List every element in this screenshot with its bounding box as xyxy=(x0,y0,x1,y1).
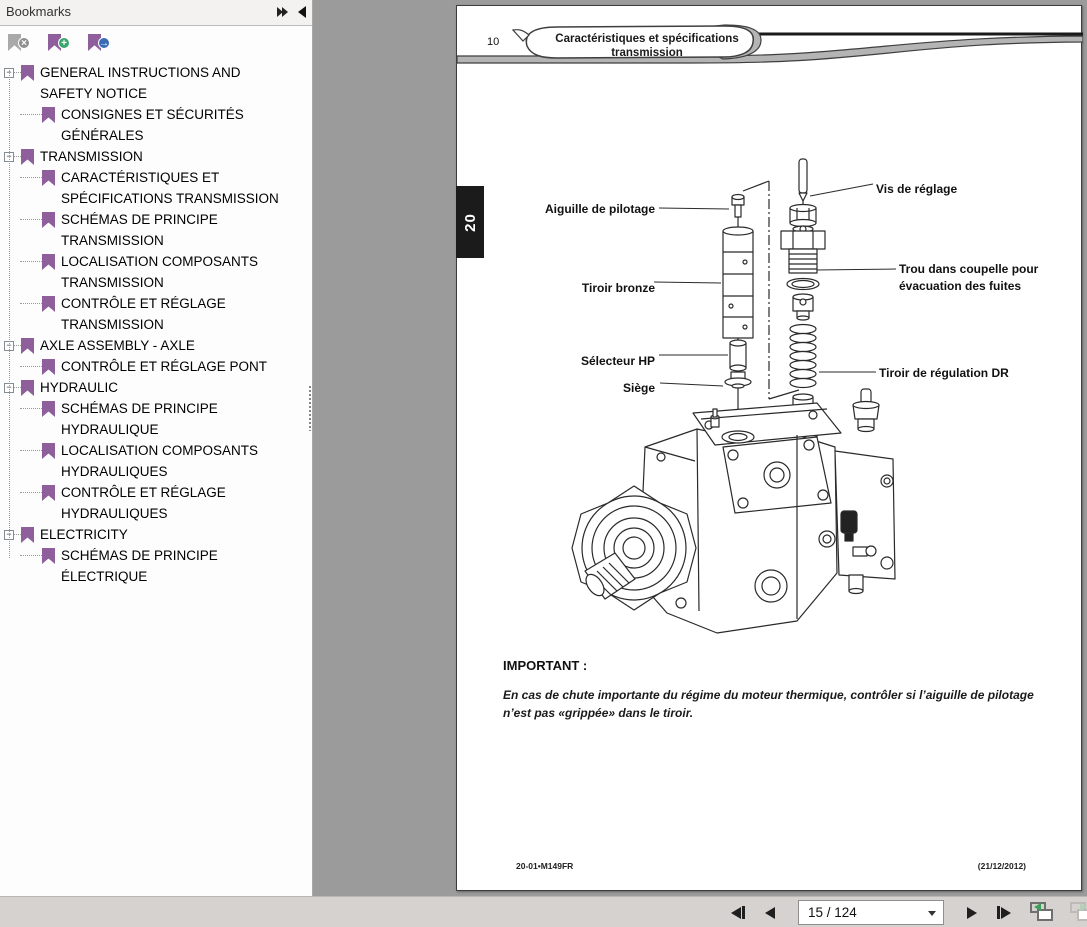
page-footer-date: (21/12/2012) xyxy=(977,861,1026,871)
tree-connector xyxy=(20,356,42,367)
bookmark-icon xyxy=(42,401,55,417)
bookmark-item[interactable] xyxy=(0,356,312,377)
bookmark-label[interactable]: LOCALISATION COMPOSANTS HYDRAULIQUES xyxy=(61,443,259,479)
page-number-field[interactable] xyxy=(798,900,944,925)
collapse-panel-icon[interactable] xyxy=(298,6,306,18)
panel-options-icon[interactable] xyxy=(277,7,288,17)
page-chapter-title: Caractéristiques et spécifications transmission xyxy=(555,33,739,59)
previous-page-button[interactable] xyxy=(758,901,782,925)
expand-toggle[interactable]: − xyxy=(4,68,14,78)
arrow-right-icon: → xyxy=(99,38,109,49)
bookmark-item[interactable] xyxy=(0,377,312,398)
label-siege: Siège xyxy=(622,381,655,395)
label-tiroir-regulation-dr: Tiroir de régulation DR xyxy=(879,366,1009,380)
label-selecteur-hp: Sélecteur HP xyxy=(580,354,655,368)
bookmark-label[interactable]: CONTRÔLE ET RÉGLAGE HYDRAULIQUES xyxy=(61,485,226,521)
bookmark-label[interactable]: SCHÉMAS DE PRINCIPE TRANSMISSION xyxy=(61,212,218,248)
bookmark-item[interactable] xyxy=(0,335,312,356)
tree-connector xyxy=(20,167,42,178)
bookmark-icon xyxy=(42,254,55,270)
important-body: En cas de chute importante du régime du moteur thermique, contrôler si l’aiguille de pilotage n’est pas «grippée» dans le tiroir. xyxy=(503,688,1034,720)
bookmarks-panel-title: Bookmarks xyxy=(6,4,72,19)
bookmark-label[interactable]: CARACTÉRISTIQUES ET SPÉCIFICATIONS TRANSMISSION xyxy=(61,170,279,206)
tree-connector xyxy=(20,293,42,304)
bookmark-item[interactable] xyxy=(0,167,312,209)
bookmark-label[interactable]: CONTRÔLE ET RÉGLAGE TRANSMISSION xyxy=(61,296,226,332)
section-tab: 20 xyxy=(456,186,484,258)
previous-view-icon xyxy=(1034,903,1041,911)
tree-connector xyxy=(20,482,42,493)
new-bookmark-button[interactable] xyxy=(48,34,68,54)
bookmark-icon xyxy=(42,212,55,228)
expand-toggle[interactable]: − xyxy=(4,341,14,351)
delete-bookmark-button[interactable] xyxy=(8,34,28,54)
goto-bookmark-button[interactable] xyxy=(88,34,108,54)
bookmark-item[interactable] xyxy=(0,440,312,482)
tree-connector xyxy=(14,146,21,157)
label-vis-de-reglage: Vis de réglage xyxy=(876,182,958,196)
last-page-icon xyxy=(1001,907,1011,919)
bookmark-item[interactable] xyxy=(0,104,312,146)
bookmark-label[interactable]: LOCALISATION COMPOSANTS TRANSMISSION xyxy=(61,254,259,290)
bookmarks-tree xyxy=(0,60,312,587)
label-tiroir-bronze: Tiroir bronze xyxy=(581,281,655,295)
tree-connector xyxy=(20,440,42,451)
bookmark-item[interactable] xyxy=(0,251,312,293)
next-view-button xyxy=(1068,900,1087,925)
pump-diagram xyxy=(497,151,1057,651)
page-footer-reference: 20-01•M149FR xyxy=(516,861,574,871)
bookmark-icon xyxy=(42,296,55,312)
label-aiguille-de-pilotage: Aiguille de pilotage xyxy=(544,202,655,216)
pdf-page xyxy=(456,5,1082,891)
page-header-number: 10 xyxy=(487,36,500,48)
bookmark-label[interactable]: SCHÉMAS DE PRINCIPE HYDRAULIQUE xyxy=(61,401,218,437)
tree-connector xyxy=(20,251,42,262)
document-viewport[interactable] xyxy=(313,0,1087,896)
bookmark-icon xyxy=(21,527,34,543)
dropdown-caret-icon[interactable] xyxy=(928,911,936,916)
expand-toggle[interactable]: − xyxy=(4,152,14,162)
previous-page-icon xyxy=(765,907,775,919)
tree-connector xyxy=(14,62,21,73)
tree-connector xyxy=(20,104,42,115)
bookmark-icon xyxy=(21,338,34,354)
bookmarks-panel-header xyxy=(0,0,312,26)
last-page-button[interactable] xyxy=(992,901,1016,925)
tree-connector xyxy=(20,209,42,220)
bookmark-icon xyxy=(42,170,55,186)
bookmark-icon xyxy=(21,65,34,81)
tree-connector xyxy=(14,377,21,388)
bookmarks-toolbar xyxy=(0,26,312,60)
bookmark-icon xyxy=(42,548,55,564)
previous-view-button[interactable] xyxy=(1028,900,1056,925)
bookmark-item[interactable] xyxy=(0,209,312,251)
next-view-icon xyxy=(1080,903,1087,911)
bookmark-item[interactable] xyxy=(0,545,312,587)
tree-connector xyxy=(20,398,42,409)
tree-connector xyxy=(14,335,21,346)
tree-connector xyxy=(20,545,42,556)
expand-toggle[interactable]: − xyxy=(4,383,14,393)
bookmark-item[interactable] xyxy=(0,146,312,167)
bookmark-label[interactable]: AXLE ASSEMBLY - AXLE xyxy=(40,338,195,353)
bookmark-icon xyxy=(42,443,55,459)
page-number-value: 15 / 124 xyxy=(808,905,857,920)
bookmark-icon xyxy=(42,485,55,501)
delete-icon: × xyxy=(18,37,30,49)
bookmark-item[interactable] xyxy=(0,482,312,524)
bookmark-label[interactable]: SCHÉMAS DE PRINCIPE ÉLECTRIQUE xyxy=(61,548,218,584)
bookmark-icon xyxy=(21,380,34,396)
bookmark-label[interactable]: HYDRAULIC xyxy=(40,380,119,395)
bookmark-item[interactable] xyxy=(0,62,312,104)
bookmark-label[interactable]: GENERAL INSTRUCTIONS AND SAFETY NOTICE xyxy=(40,65,241,101)
next-page-icon xyxy=(967,907,977,919)
tree-connector xyxy=(14,524,21,535)
next-page-button[interactable] xyxy=(960,901,984,925)
bookmark-label[interactable]: CONSIGNES ET SÉCURITÉS GÉNÉRALES xyxy=(61,107,244,143)
bookmarks-panel xyxy=(0,0,313,896)
bookmark-item[interactable] xyxy=(0,293,312,335)
bookmark-icon xyxy=(42,107,55,123)
bookmark-item[interactable] xyxy=(0,398,312,440)
bookmark-item[interactable] xyxy=(0,524,312,545)
bookmark-label[interactable]: TRANSMISSION xyxy=(40,149,143,164)
first-page-icon xyxy=(731,907,741,919)
label-trou-coupelle: Trou dans coupelle pour évacuation des fuites xyxy=(899,262,1039,293)
bookmark-label[interactable]: ELECTRICITY xyxy=(40,527,128,542)
bookmark-label[interactable]: CONTRÔLE ET RÉGLAGE PONT xyxy=(61,359,268,374)
bookmark-icon xyxy=(42,359,55,375)
first-page-button[interactable] xyxy=(726,901,750,925)
expand-toggle[interactable]: − xyxy=(4,530,14,540)
important-heading: IMPORTANT : xyxy=(503,658,588,673)
bookmark-icon xyxy=(21,149,34,165)
plus-icon: + xyxy=(58,37,70,49)
tree-guide-line xyxy=(9,70,10,558)
bottom-toolbar xyxy=(0,896,1087,927)
